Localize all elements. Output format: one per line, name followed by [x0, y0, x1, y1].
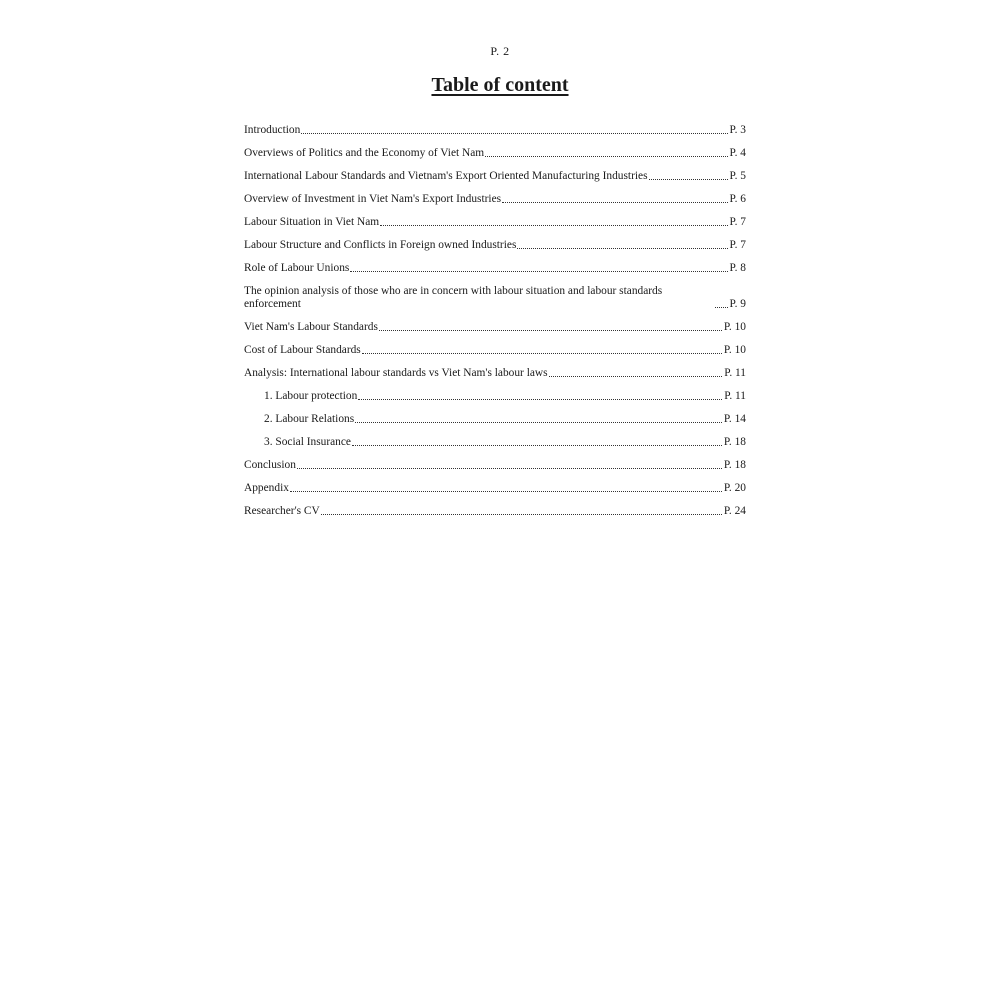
toc-entry-page: P. 10: [723, 321, 746, 333]
dot-leader: [517, 248, 727, 249]
toc-entry-page: P. 4: [729, 147, 746, 159]
toc-entry-title: Labour Situation in Viet Nam: [244, 216, 380, 228]
dot-leader: [380, 225, 727, 226]
page-title: Table of content: [431, 74, 569, 96]
toc-entry-labour-situation: [244, 216, 746, 229]
toc-entry-title: Researcher's CV: [244, 505, 320, 517]
dot-leader: [358, 399, 722, 400]
toc-entry-title: 2. Labour Relations: [264, 413, 355, 425]
toc-entry-analysis: [244, 367, 746, 380]
toc-entry-politics-economy: [244, 147, 746, 160]
toc-entry-title: Appendix: [244, 482, 289, 494]
dot-leader: [290, 491, 722, 492]
toc-entry-page: P. 10: [723, 344, 746, 356]
toc-entry-title: Introduction: [244, 124, 301, 136]
toc-entry-title: Labour Structure and Conflicts in Foreign owned Industries: [244, 239, 517, 251]
toc-entry-international-standards: [244, 170, 746, 183]
dot-leader: [352, 445, 722, 446]
toc-entry-title: Conclusion: [244, 459, 296, 471]
toc-entry-title: Role of Labour Unions: [244, 262, 350, 274]
table-of-contents: [244, 124, 746, 528]
toc-entry-page: P. 11: [724, 390, 746, 402]
toc-entry-page: P. 5: [729, 170, 746, 182]
toc-entry-introduction: [244, 124, 746, 137]
toc-entry-page: P. 11: [724, 367, 746, 379]
toc-entry-page: P. 8: [729, 262, 746, 274]
toc-entry-title: 3. Social Insurance: [264, 436, 351, 448]
toc-entry-title: 1. Labour protection: [264, 390, 358, 402]
toc-entry-page: P. 7: [729, 216, 746, 228]
dot-leader: [301, 133, 727, 134]
toc-entry-labour-standards: [244, 321, 746, 334]
dot-leader: [379, 330, 722, 331]
toc-entry-page: P. 6: [729, 193, 746, 205]
toc-entry-title: Overviews of Politics and the Economy of Viet Nam: [244, 147, 485, 159]
toc-entry-opinion-analysis: [244, 285, 746, 311]
dot-leader: [485, 156, 727, 157]
toc-entry-page: P. 20: [723, 482, 746, 494]
toc-entry-conclusion: [244, 459, 746, 472]
dot-leader: [350, 271, 727, 272]
toc-entry-title: The opinion analysis of those who are in concern with labour situation and labour standards enforcement: [244, 285, 663, 310]
dot-leader: [362, 353, 722, 354]
toc-entry-appendix: [244, 482, 746, 495]
toc-entry-page: P. 3: [729, 124, 746, 136]
toc-entry-researcher-cv: [244, 505, 746, 518]
toc-entry-cost: [244, 344, 746, 357]
toc-subentry-labour-protection: [244, 390, 746, 403]
toc-subentry-labour-relations: [244, 413, 746, 426]
dot-leader: [321, 514, 722, 515]
page-number: P. 2: [490, 44, 510, 58]
toc-entry-investment: [244, 193, 746, 206]
toc-entry-title: Analysis: International labour standards vs Viet Nam's labour laws: [244, 367, 548, 379]
toc-entry-title: Viet Nam's Labour Standards: [244, 321, 378, 333]
toc-entry-page: P. 24: [723, 505, 746, 517]
toc-subentry-social-insurance: [244, 436, 746, 449]
toc-entry-title: International Labour Standards and Vietnam's Export Oriented Manufacturing Industries: [244, 170, 648, 182]
toc-entry-page: P. 18: [723, 459, 746, 471]
dot-leader: [649, 179, 728, 180]
dot-leader: [715, 307, 728, 308]
toc-entry-labour-structure: [244, 239, 746, 252]
toc-entry-labour-unions: [244, 262, 746, 275]
toc-entry-title: Overview of Investment in Viet Nam's Export Industries: [244, 193, 502, 205]
dot-leader: [297, 468, 722, 469]
toc-entry-title: Cost of Labour Standards: [244, 344, 361, 356]
dot-leader: [549, 376, 723, 377]
toc-entry-page: P. 9: [729, 298, 746, 310]
toc-entry-page: P. 7: [729, 239, 746, 251]
toc-entry-page: P. 14: [723, 413, 746, 425]
dot-leader: [355, 422, 722, 423]
dot-leader: [502, 202, 727, 203]
toc-entry-page: P. 18: [723, 436, 746, 448]
